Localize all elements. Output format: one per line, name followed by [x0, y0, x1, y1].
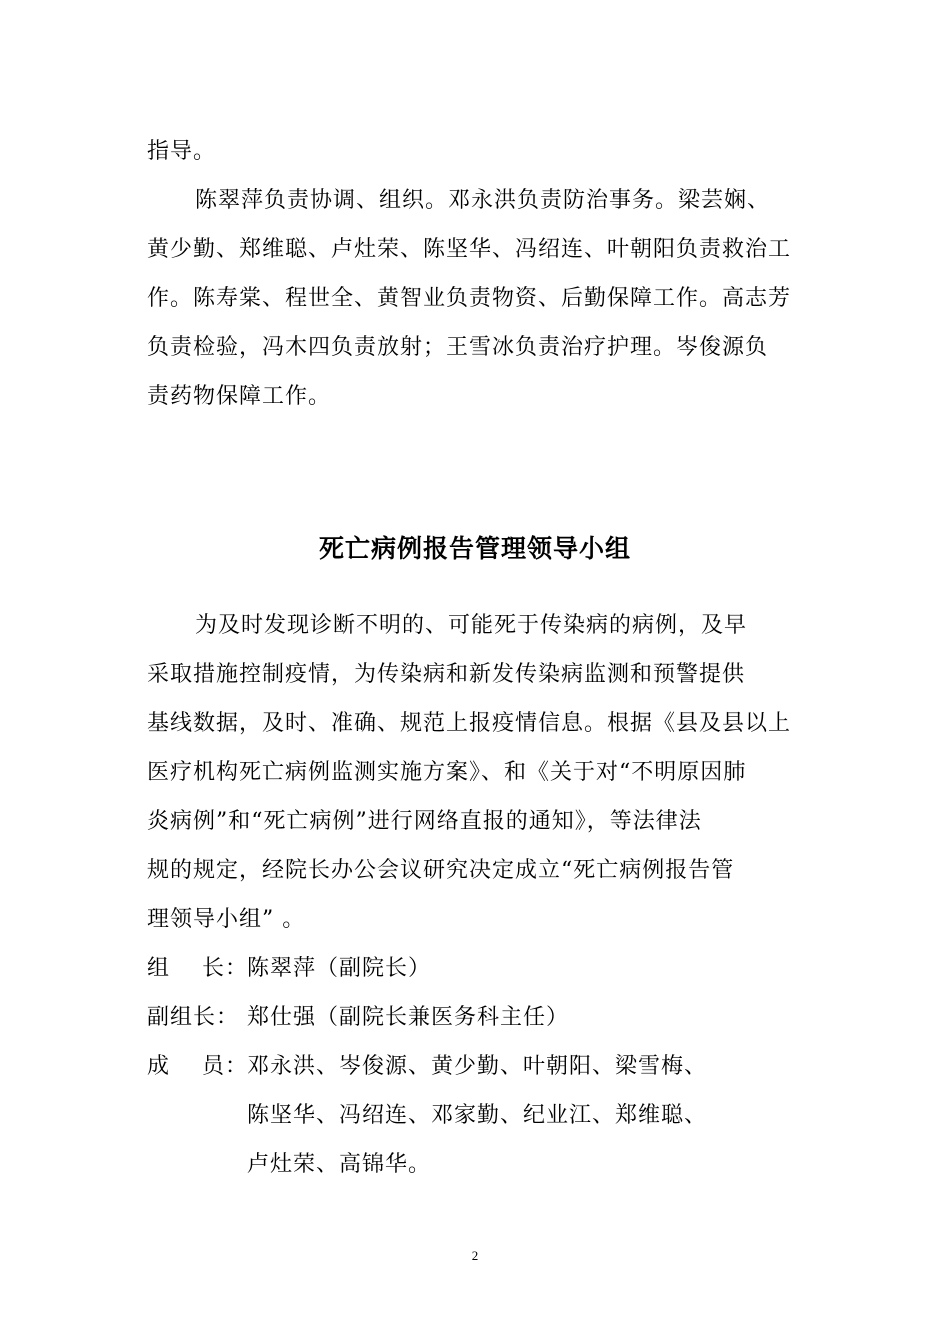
intro-line: 责药物保障工作。: [147, 384, 332, 409]
section-body: [147, 601, 807, 1189]
body-line: 炎病例”和“死亡病例”进行网络直报的通知》，等法律法: [147, 809, 702, 834]
deputy-value: 郑仕强（副院长兼医务科主任）: [247, 1005, 570, 1030]
body-line: 规的规定，经院长办公会议研究决定成立“死亡病例报告管: [147, 858, 735, 883]
members-label: 成 员：: [147, 1054, 248, 1079]
deputy-row: [147, 993, 807, 1042]
body-line: 医疗机构死亡病例监测实施方案》、和《关于对“不明原因肺: [147, 760, 747, 785]
members-line: 陈坚华、冯绍连、邓家勤、纪业江、郑维聪、: [247, 1103, 708, 1128]
leader-value: 陈翠萍（副院长）: [247, 956, 432, 981]
page-number: 2: [471, 1248, 479, 1263]
intro-line: 黄少勤、郑维聪、卢灶荣、陈坚华、冯绍连、叶朝阳负责救治工: [147, 237, 792, 262]
intro-line: 负责检验，冯木四负责放射；王雪冰负责治疗护理。岑俊源负: [147, 335, 769, 360]
body-line: 基线数据，及时、准确、规范上报疫情信息。根据《县及县以上: [147, 711, 792, 736]
intro-line: 指导。: [147, 139, 217, 164]
members-row: [147, 1042, 807, 1091]
intro-line: 作。陈寿棠、程世全、黄智业负责物资、后勤保障工作。高志芳: [147, 286, 792, 311]
leader-label: 组 长：: [147, 956, 248, 981]
intro-line: 陈翠萍负责协调、组织。邓永洪负责防治事务。梁芸娴、: [195, 188, 771, 213]
members-line: 邓永洪、岑俊源、黄少勤、叶朝阳、梁雪梅、: [247, 1054, 708, 1079]
body-line: 理领导小组” 。: [147, 907, 306, 932]
intro-paragraph: [147, 127, 807, 421]
deputy-label: 副组长：: [147, 1005, 240, 1030]
body-line: 为及时发现诊断不明的、可能死于传染病的病例，及早: [195, 613, 748, 638]
body-line: 采取措施控制疫情，为传染病和新发传染病监测和预警提供: [147, 662, 746, 687]
members-line: 卢灶荣、高锦华。: [247, 1152, 432, 1177]
section-title: 死亡病例报告管理领导小组: [318, 534, 631, 563]
leader-row: [147, 944, 807, 993]
